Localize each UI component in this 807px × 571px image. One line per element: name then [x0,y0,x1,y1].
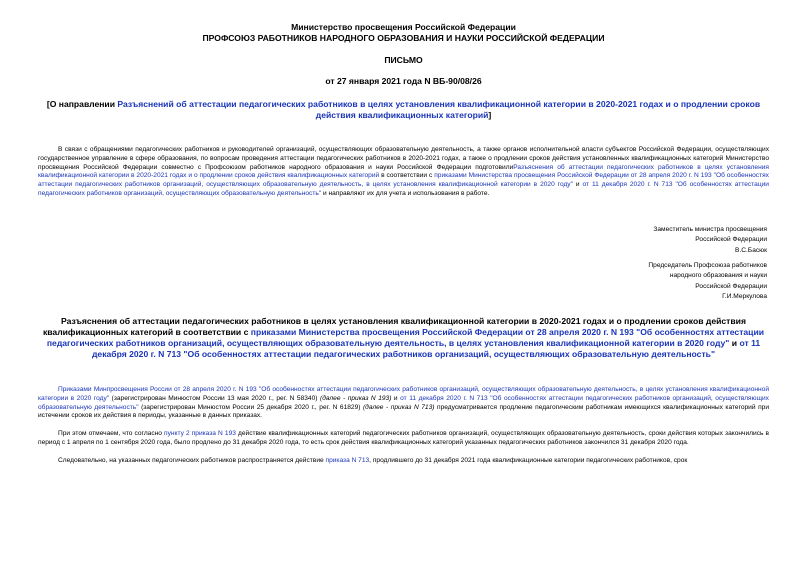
title-link-order-193[interactable]: приказами Министерства просвещения Российской Федерации от 28 апреля 2020 г. N 193 "Об особенностях аттестации педагогических работников организаций, осуществляющих образовательную деятельность, в целях установления квалификационной категории в 2020 году" [46,326,765,348]
subject-link[interactable]: Разъяснений об аттестации педагогических работников в целях установления квалификационной категории в 2020-2021 годах и о продлении сроков действия квалификационных категорий [117,99,761,120]
signer-org: Российской Федерации [695,282,767,290]
link-item-2-order-193[interactable]: пункту 2 приказа N 193 [164,430,236,438]
signer-name: В.С.Басюк [735,246,767,254]
link-order-713[interactable]: от 11 декабря 2020 г. N 713 "Об особенностях аттестации педагогических работников организаций, осуществляющих образовательную деятельность" [38,394,769,411]
letter-subject: [О направлении Разъяснений об аттестации педагогических работников в целях установления квалификационной категории в 2020-2021 годах и о продлении сроков действия квалификационных категорий] [46,99,761,120]
body-paragraph-1: В связи с обращениями педагогических работников и руководителей организаций, осуществляющих образовательную деятельность, а также органов исполнительной власти субъектов Российской Федерации, осуществляющих государственное управление в сфере образования, по вопросам проведения аттестации педагогических работников в 2020-2021 годах, а также о продлении сроков действия установленных квалификационных категорий Министерство просвещения Российской Федерации совместно с Профсоюзом работников народного образования и науки Российской Федерации подготовилиРазъяснения об аттестации педагогических работников в целях установления квалификационной категории в 2020-2021 годах и о продлении сроков действия квалификационных категорий в соответствии с приказами Министерства просвещения Российской Федерации от 28 апреля 2020 г. N 193 "Об особенностях аттестации педагогических работников организаций, осуществляющих образовательную деятельность, в целях установления квалификационной категории в 2020 году" и от 11 декабря 2020 г. N 713 "Об особенностях аттестации педагогических работников организаций, осуществляющих образовательную деятельность" и направляют их для учета и использования в работе. [38,146,769,197]
signer-position: Заместитель министра просвещения [653,225,767,233]
signer-name: Г.И.Меркулова [722,293,767,301]
union-name: ПРОФСОЮЗ РАБОТНИКОВ НАРОДНОГО ОБРАЗОВАНИЯ И НАУКИ РОССИЙСКОЙ ФЕДЕРАЦИИ [202,33,605,43]
body-paragraph-4: Следовательно, на указанных педагогических работников распространяется действие приказа N 713, продлившего до 31 декабря 2021 года квалификационные категории педагогических работников, срок [58,456,688,464]
link-order-713[interactable]: от 11 декабря 2020 г. N 713 "Об особенностях аттестации педагогических работников организаций, осуществляющих образовательную деятельность" [38,181,769,197]
link-order-193[interactable]: приказами Министерства просвещения Российской Федерации от 28 апреля 2020 г. N 193 "Об особенностях аттестации педагогических работников организаций, осуществляющих образовательную деятельность, в целях установления квалификационной категории в 2020 году" [38,172,769,189]
clarifications-title: Разъяснения об аттестации педагогических работников в целях установления квалификационной категории в 2020-2021 годах и о продлении сроков действия квалификационных категорий в соответствии с приказами Министерства просвещения Российской Федерации от 28 апреля 2020 г. N 193 "Об особенностях аттестации педагогических работников организаций, осуществляющих образовательную деятельность, в целях установления квалификационной категории в 2020 году" и от 11 декабря 2020 г. N 713 "Об особенностях аттестации педагогических работников организаций, осуществляющих образовательную деятельность" [42,315,765,359]
signer-position: Председатель Профсоюза работников [648,261,767,269]
document-date: от 27 января 2021 года N ВБ-90/08/26 [325,76,482,86]
signature-block [38,225,769,303]
link-clarifications[interactable]: Разъяснения об аттестации педагогических работников в целях установления квалификационной категории в 2020-2021 годах и о продлении сроков действия квалификационных категорий [38,163,769,180]
body-paragraph-2: Приказами Минпросвещения России от 28 апреля 2020 г. N 193 "Об особенностях аттестации педагогических работников организаций, осуществляющих образовательную деятельность, в целях установления квалификационной категории в 2020 году" (зарегистрирован Минюстом России 13 мая 2020 г., рег. N 58340) (далее - приказ N 193) и от 11 декабря 2020 г. N 713 "Об особенностях аттестации педагогических работников организаций, осуществляющих образовательную деятельность" (зарегистрирован Минюстом России 25 декабря 2020 г., рег. N 61829) (далее - приказ N 713) предусматривается продление педагогическим работникам имеющихся квалификационных категорий при истечении сроков их действия в периоды, указанные в данных приказах. [38,385,769,420]
document-type: ПИСЬМО [384,55,423,65]
link-orders-193[interactable]: Приказами Минпросвещения России от 28 апреля 2020 г. N 193 "Об особенностях аттестации педагогических работников организаций, осуществляющих образовательную деятельность, в целях установления квалификационной категории в 2020 году" [38,385,769,402]
signer-org: народного образования и науки [669,272,767,280]
link-order-713-short[interactable]: приказа N 713 [325,456,370,464]
title-link-order-713[interactable]: от 11 декабря 2020 г. N 713 "Об особенностях аттестации педагогических работников организаций, осуществляющих образовательную деятельность" [91,337,761,359]
signer-org: Российской Федерации [695,236,767,244]
ministry-name: Министерство просвещения Российской Федерации [291,22,516,32]
body-paragraph-3: При этом отмечаем, что согласно пункту 2 приказа N 193 действие квалификационных категорий педагогических работников организаций, осуществляющих образовательную деятельность, сроки действия которых закончились в период с 1 апреля по 1 сентября 2020 года, было продлено до 31 декабря 2020 года, то есть срок действия квалификационных категорий указанных педагогических работников закончился 31 декабря 2020 года. [38,430,769,446]
